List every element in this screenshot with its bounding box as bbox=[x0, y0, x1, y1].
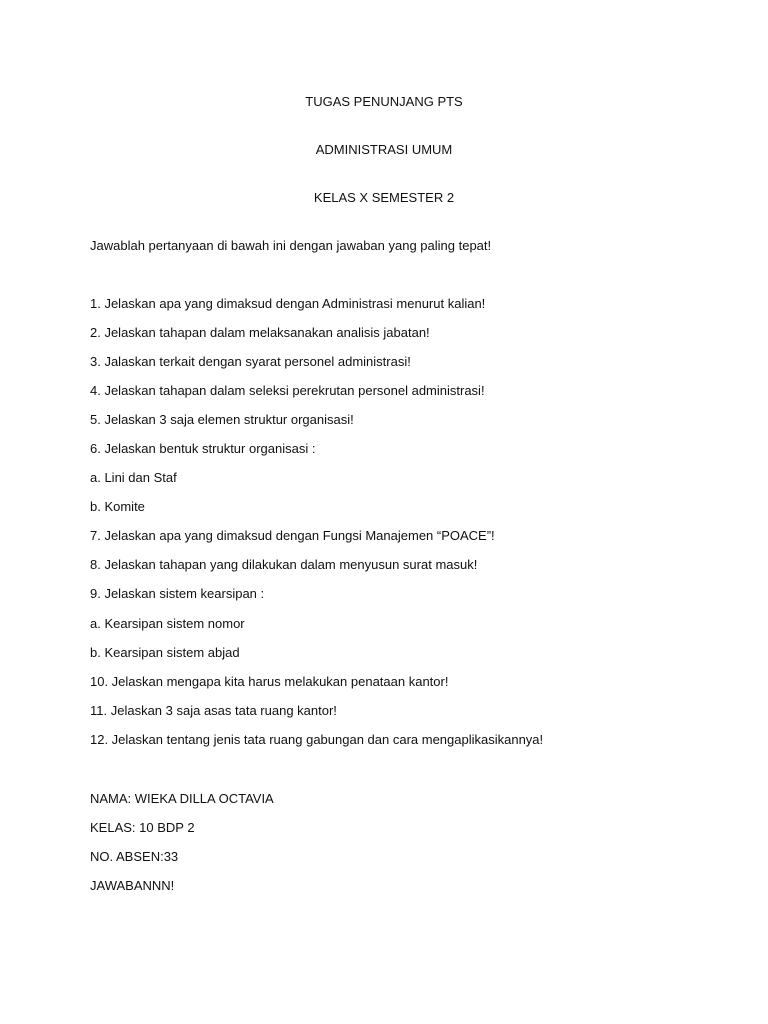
instruction-text: Jawablah pertanyaan di bawah ini dengan jawaban yang paling tepat! bbox=[90, 238, 492, 253]
question-10: 10. Jelaskan mengapa kita harus melakukan penataan kantor! bbox=[90, 674, 449, 689]
question-3: 3. Jalaskan terkait dengan syarat personel administrasi! bbox=[90, 354, 411, 369]
question-6a: a. Lini dan Staf bbox=[90, 470, 177, 485]
question-11: 11. Jelaskan 3 saja asas tata ruang kantor! bbox=[90, 703, 337, 718]
document-title: TUGAS PENUNJANG PTS bbox=[305, 94, 463, 109]
question-6: 6. Jelaskan bentuk struktur organisasi : bbox=[90, 441, 316, 456]
answers-heading: JAWABANNN! bbox=[90, 878, 175, 893]
document-class-semester: KELAS X SEMESTER 2 bbox=[313, 190, 455, 205]
question-6b: b. Komite bbox=[90, 499, 145, 514]
question-9b: b. Kearsipan sistem abjad bbox=[90, 645, 240, 660]
question-5: 5. Jelaskan 3 saja elemen struktur organisasi! bbox=[90, 412, 354, 427]
question-7: 7. Jelaskan apa yang dimaksud dengan Fungsi Manajemen “POACE”! bbox=[90, 528, 495, 543]
question-9: 9. Jelaskan sistem kearsipan : bbox=[90, 586, 265, 601]
question-8: 8. Jelaskan tahapan yang dilakukan dalam menyusun surat masuk! bbox=[90, 557, 478, 572]
question-9a: a. Kearsipan sistem nomor bbox=[90, 616, 245, 631]
student-class: KELAS: 10 BDP 2 bbox=[90, 820, 195, 835]
question-4: 4. Jelaskan tahapan dalam seleksi perekrutan personel administrasi! bbox=[90, 383, 485, 398]
student-absen: NO. ABSEN:33 bbox=[90, 849, 179, 864]
student-name: NAMA: WIEKA DILLA OCTAVIA bbox=[90, 791, 274, 806]
document-subject: ADMINISTRASI UMUM bbox=[315, 142, 453, 157]
question-1: 1. Jelaskan apa yang dimaksud dengan Administrasi menurut kalian! bbox=[90, 296, 486, 311]
question-12: 12. Jelaskan tentang jenis tata ruang gabungan dan cara mengaplikasikannya! bbox=[90, 732, 544, 747]
question-2: 2. Jelaskan tahapan dalam melaksanakan analisis jabatan! bbox=[90, 325, 430, 340]
